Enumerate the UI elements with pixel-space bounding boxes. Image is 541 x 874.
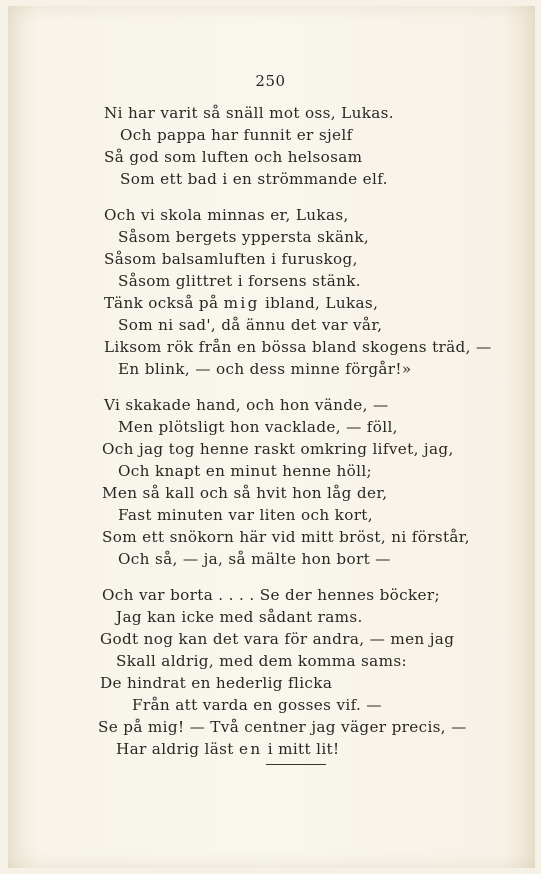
- poem-line: Och vi skola minnas er, Lukas,: [104, 206, 349, 224]
- line-part: ibland, Lukas,: [259, 294, 379, 312]
- end-rule: [266, 764, 326, 765]
- emphasized-word: en: [238, 740, 263, 758]
- poem-line: Såsom balsamluften i furuskog,: [104, 250, 358, 268]
- poem-line: Jag kan icke med sådant rams.: [116, 608, 363, 626]
- poem-line: Såsom glittret i forsens stänk.: [118, 272, 361, 290]
- poem-line: Liksom rök från en bössa bland skogens träd, —: [104, 338, 492, 356]
- poem-line: Så god som luften och helsosam: [104, 148, 363, 166]
- poem-line: Och jag tog henne raskt omkring lifvet, jag,: [102, 440, 454, 458]
- line-part: Tänk också på: [104, 294, 224, 312]
- poem-line: Som ni sad', då ännu det var vår,: [118, 316, 383, 334]
- poem-line: Men plötsligt hon vacklade, — föll,: [118, 418, 398, 436]
- line-part: i mitt lit!: [262, 740, 340, 758]
- poem-line: [116, 738, 339, 760]
- poem-line: De hindrat en hederlig flicka: [100, 674, 333, 692]
- poem-line: Från att varda en gosses vif. —: [132, 696, 382, 714]
- poem-line: Se på mig! — Två centner jag väger precis, —: [98, 718, 467, 736]
- poem-line: Som ett snökorn här vid mitt bröst, ni förstår,: [102, 528, 470, 546]
- poem-line: Ni har varit så snäll mot oss, Lukas.: [104, 104, 394, 122]
- page-number: 250: [255, 72, 286, 90]
- emphasized-word: mig: [223, 294, 260, 312]
- poem-line: Såsom bergets yppersta skänk,: [118, 228, 370, 246]
- poem-line: Vi skakade hand, och hon vände, —: [104, 396, 389, 414]
- poem-line: En blink, — och dess minne förgår!»: [118, 360, 412, 378]
- poem-line: Godt nog kan det vara för andra, — men jag: [100, 630, 455, 648]
- poem-line: Men så kall och så hvit hon låg der,: [102, 484, 388, 502]
- line-part: Har aldrig läst: [116, 740, 239, 758]
- poem-line: Och pappa har funnit er sjelf: [120, 126, 353, 144]
- poem-line: [104, 292, 378, 314]
- poem-line: Och knapt en minut henne höll;: [118, 462, 373, 480]
- poem-line: Och var borta . . . . Se der hennes böcker;: [102, 586, 440, 604]
- poem-line: Som ett bad i en strömmande elf.: [120, 170, 388, 188]
- poem-line: Och så, — ja, så mälte hon bort —: [118, 550, 391, 568]
- poem-line: Fast minuten var liten och kort,: [118, 506, 373, 524]
- poem-line: Skall aldrig, med dem komma sams:: [116, 652, 407, 670]
